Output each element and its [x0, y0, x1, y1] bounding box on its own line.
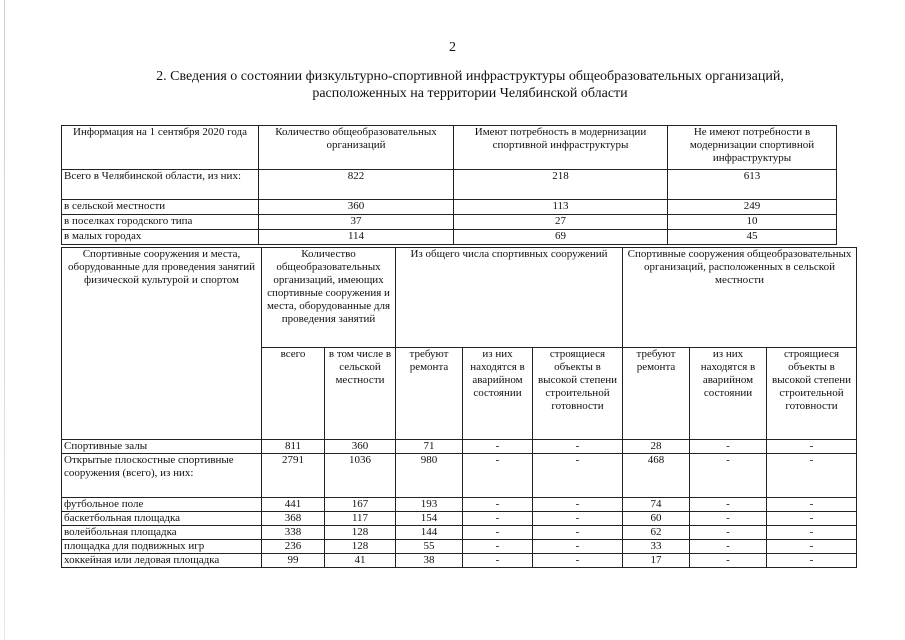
- cell-repair-rural: 468: [623, 454, 690, 498]
- row-label: площадка для подвижных игр: [62, 540, 262, 554]
- cell-emergency: -: [463, 440, 533, 454]
- cell-repair-rural: 74: [623, 498, 690, 512]
- cell-building-rural: -: [767, 554, 857, 568]
- cell-total: 236: [262, 540, 325, 554]
- row-label: Спортивные залы: [62, 440, 262, 454]
- table2-header-facilities: Спортивные сооружения и места, оборудованные для проведения занятий физической культурой и спортом: [62, 248, 262, 440]
- row-label: Всего в Челябинской области, из них:: [62, 170, 259, 200]
- cell-emergency: -: [463, 526, 533, 540]
- row-label: баскетбольная площадка: [62, 512, 262, 526]
- subheader-emergency-rural: из них находятся в аварийном состоянии: [690, 348, 767, 440]
- cell-emergency: -: [463, 454, 533, 498]
- subheader-building: строящиеся объекты в высокой степени строительной готовности: [533, 348, 623, 440]
- table-row: [62, 554, 857, 568]
- cell-emergency-rural: -: [690, 540, 767, 554]
- cell-need: 69: [454, 230, 668, 245]
- subheader-emergency: из них находятся в аварийном состоянии: [463, 348, 533, 440]
- cell-repair: 193: [396, 498, 463, 512]
- cell-emergency: -: [463, 554, 533, 568]
- cell-emergency: -: [463, 512, 533, 526]
- subheader-rural: в том числе в сельской местности: [325, 348, 396, 440]
- row-label: в поселках городского типа: [62, 215, 259, 230]
- cell-total: 338: [262, 526, 325, 540]
- cell-repair: 980: [396, 454, 463, 498]
- cell-building: -: [533, 554, 623, 568]
- table-row: [62, 526, 857, 540]
- title-line-1: 2. Сведения о состоянии физкультурно-спортивной инфраструктуры общеобразовательных организаций,: [156, 69, 784, 84]
- cell-rural: 128: [325, 540, 396, 554]
- cell-total: 2791: [262, 454, 325, 498]
- cell-emergency-rural: -: [690, 440, 767, 454]
- cell-repair: 144: [396, 526, 463, 540]
- cell-rural: 41: [325, 554, 396, 568]
- cell-no-need: 45: [668, 230, 837, 245]
- cell-rural: 167: [325, 498, 396, 512]
- cell-building: -: [533, 526, 623, 540]
- table2-header-of-total: Из общего числа спортивных сооружений: [396, 248, 623, 348]
- page-title: [120, 68, 820, 102]
- cell-total: 811: [262, 440, 325, 454]
- cell-repair: 71: [396, 440, 463, 454]
- cell-repair: 55: [396, 540, 463, 554]
- cell-count: 360: [259, 200, 454, 215]
- cell-building: -: [533, 498, 623, 512]
- table-row: [62, 200, 837, 215]
- table-row: [62, 454, 857, 498]
- cell-building: -: [533, 440, 623, 454]
- cell-repair: 154: [396, 512, 463, 526]
- cell-emergency-rural: -: [690, 512, 767, 526]
- subheader-building-rural: строящиеся объекты в высокой степени строительной готовности: [767, 348, 857, 440]
- table-row: [62, 440, 857, 454]
- cell-need: 113: [454, 200, 668, 215]
- cell-rural: 360: [325, 440, 396, 454]
- cell-building-rural: -: [767, 526, 857, 540]
- cell-rural: 128: [325, 526, 396, 540]
- cell-rural: 1036: [325, 454, 396, 498]
- cell-building: -: [533, 512, 623, 526]
- subheader-total: всего: [262, 348, 325, 440]
- cell-rural: 117: [325, 512, 396, 526]
- cell-no-need: 10: [668, 215, 837, 230]
- cell-count: 37: [259, 215, 454, 230]
- cell-building-rural: -: [767, 512, 857, 526]
- cell-emergency-rural: -: [690, 454, 767, 498]
- cell-building-rural: -: [767, 440, 857, 454]
- cell-repair-rural: 62: [623, 526, 690, 540]
- table1-header-no-need: Не имеют потребности в модернизации спортивной инфраструктуры: [668, 126, 837, 170]
- cell-total: 368: [262, 512, 325, 526]
- cell-count: 822: [259, 170, 454, 200]
- cell-no-need: 249: [668, 200, 837, 215]
- row-label: футбольное поле: [62, 498, 262, 512]
- cell-repair-rural: 60: [623, 512, 690, 526]
- row-label: Открытые плоскостные спортивные сооружения (всего), из них:: [62, 454, 262, 498]
- cell-emergency: -: [463, 498, 533, 512]
- table-row: [62, 498, 857, 512]
- cell-building-rural: -: [767, 454, 857, 498]
- subheader-repair-rural: требуют ремонта: [623, 348, 690, 440]
- table-row: [62, 230, 837, 245]
- table2-header-count: Количество общеобразовательных организаций, имеющих спортивные сооружения и места, оборудованные для проведения занятий: [262, 248, 396, 348]
- cell-building: -: [533, 454, 623, 498]
- row-label: хоккейная или ледовая площадка: [62, 554, 262, 568]
- row-label: в сельской местности: [62, 200, 259, 215]
- cell-repair-rural: 28: [623, 440, 690, 454]
- cell-total: 99: [262, 554, 325, 568]
- table-row: [62, 170, 837, 200]
- subheader-repair: требуют ремонта: [396, 348, 463, 440]
- table-row: [62, 512, 857, 526]
- cell-no-need: 613: [668, 170, 837, 200]
- row-label: волейбольная площадка: [62, 526, 262, 540]
- title-line-2: расположенных на территории Челябинской области: [312, 86, 628, 101]
- table-row: [62, 215, 837, 230]
- cell-repair-rural: 33: [623, 540, 690, 554]
- table1-header-need: Имеют потребность в модернизации спортивной инфраструктуры: [454, 126, 668, 170]
- sports-facilities-table: [61, 247, 857, 568]
- cell-need: 27: [454, 215, 668, 230]
- cell-emergency-rural: -: [690, 498, 767, 512]
- table1-header-count: Количество общеобразовательных организаций: [259, 126, 454, 170]
- table1-header-info: Информация на 1 сентября 2020 года: [62, 126, 259, 170]
- page-number: 2: [449, 40, 456, 55]
- cell-building-rural: -: [767, 540, 857, 554]
- cell-total: 441: [262, 498, 325, 512]
- cell-count: 114: [259, 230, 454, 245]
- cell-building: -: [533, 540, 623, 554]
- cell-repair-rural: 17: [623, 554, 690, 568]
- table2-header-rural: Спортивные сооружения общеобразовательных организаций, расположенных в сельской местности: [623, 248, 857, 348]
- cell-emergency: -: [463, 540, 533, 554]
- cell-emergency-rural: -: [690, 554, 767, 568]
- scan-edge: [4, 0, 5, 640]
- cell-emergency-rural: -: [690, 526, 767, 540]
- cell-building-rural: -: [767, 498, 857, 512]
- cell-need: 218: [454, 170, 668, 200]
- cell-repair: 38: [396, 554, 463, 568]
- table-row: [62, 540, 857, 554]
- schools-summary-table: [61, 125, 837, 245]
- row-label: в малых городах: [62, 230, 259, 245]
